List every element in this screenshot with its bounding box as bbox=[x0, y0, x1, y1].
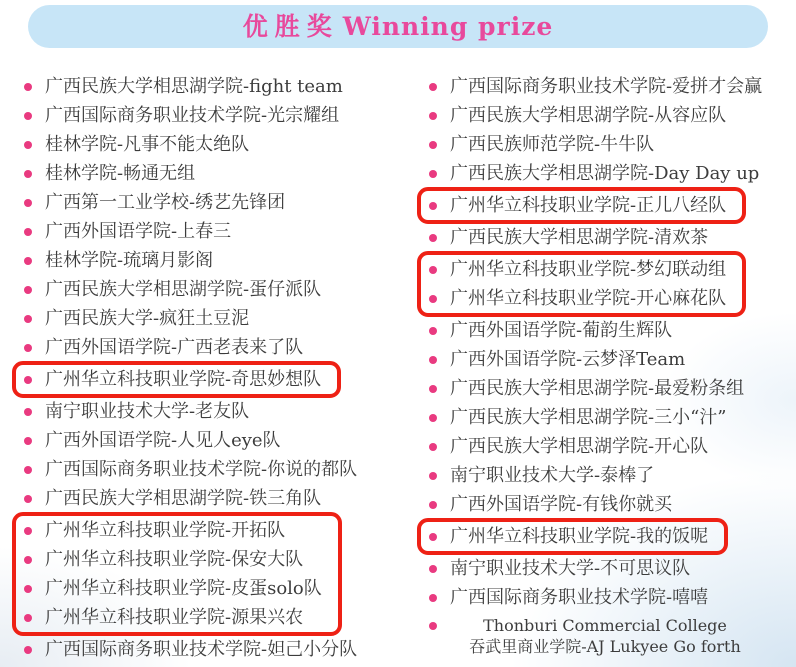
bullet-icon bbox=[429, 295, 437, 303]
list-item bbox=[425, 101, 796, 130]
list-item bbox=[425, 345, 796, 374]
bullet-icon bbox=[24, 527, 32, 535]
bullet-icon bbox=[24, 228, 32, 236]
bullet-icon bbox=[24, 257, 32, 265]
team-name: 广西国际商务职业技术学院-爱拼才会赢 bbox=[450, 75, 763, 97]
list-item bbox=[20, 516, 322, 545]
bullet-icon bbox=[429, 622, 437, 630]
list-item bbox=[20, 426, 415, 455]
bullet-icon bbox=[24, 286, 32, 294]
team-name-line2: 吞武里商业学院-AJ Lukyee Go forth bbox=[469, 637, 741, 656]
team-name: 广西外国语学院-有钱你就买 bbox=[450, 493, 673, 515]
highlight-box bbox=[12, 361, 341, 398]
bullet-icon bbox=[24, 556, 32, 564]
team-name: 广西民族大学相思湖学院-开心队 bbox=[450, 435, 709, 457]
team-name: 广西第一工业学校-绣艺先锋团 bbox=[45, 191, 286, 213]
bullet-icon bbox=[24, 199, 32, 207]
list-item bbox=[20, 545, 322, 574]
list-item bbox=[425, 403, 796, 432]
bullet-icon bbox=[429, 112, 437, 120]
list-item bbox=[425, 554, 796, 583]
team-name: 广西外国语学院-人见人eye队 bbox=[45, 429, 281, 451]
team-name: 广西国际商务职业技术学院-妲己小分队 bbox=[45, 638, 358, 660]
bullet-icon bbox=[429, 83, 437, 91]
team-name: 桂林学院-畅通无组 bbox=[45, 162, 196, 184]
team-name: 桂林学院-凡事不能太绝队 bbox=[45, 133, 250, 155]
list-item bbox=[20, 217, 415, 246]
team-name: 广西民族大学相思湖学院-铁三角队 bbox=[45, 487, 322, 509]
bullet-icon bbox=[24, 437, 32, 445]
team-name: 桂林学院-琉璃月影阁 bbox=[45, 249, 214, 271]
bullet-icon bbox=[24, 495, 32, 503]
bullet-icon bbox=[24, 466, 32, 474]
list-item bbox=[20, 304, 415, 333]
list-item bbox=[20, 130, 415, 159]
list-item bbox=[20, 365, 321, 394]
list-item bbox=[425, 461, 796, 490]
list-item bbox=[425, 522, 708, 551]
bullet-icon bbox=[429, 202, 437, 210]
list-item bbox=[20, 333, 415, 362]
team-name: 南宁职业技术大学-不可思议队 bbox=[450, 557, 691, 579]
team-name: 广西民族大学相思湖学院-三小“汁” bbox=[450, 406, 727, 428]
team-name: 广西民族大学相思湖学院-fight team bbox=[45, 75, 343, 97]
bullet-icon bbox=[24, 376, 32, 384]
team-name: 广西外国语学院-上春三 bbox=[45, 220, 232, 242]
team-name: 广州华立科技职业学院-正儿八经队 bbox=[450, 194, 727, 216]
team-name: 广州华立科技职业学院-我的饭呢 bbox=[450, 525, 709, 547]
list-item bbox=[425, 159, 796, 188]
team-name: 广州华立科技职业学院-梦幻联动组 bbox=[450, 258, 727, 280]
list-item bbox=[425, 490, 796, 519]
bullet-icon bbox=[429, 356, 437, 364]
list-item bbox=[425, 316, 796, 345]
winner-column-left bbox=[20, 72, 415, 664]
bullet-icon bbox=[429, 501, 437, 509]
bullet-icon bbox=[24, 141, 32, 149]
team-name: 南宁职业技术大学-泰棒了 bbox=[450, 464, 655, 486]
list-item bbox=[20, 397, 415, 426]
team-name: 广州华立科技职业学院-开拓队 bbox=[45, 519, 286, 541]
bullet-icon bbox=[429, 170, 437, 178]
list-item bbox=[425, 612, 796, 661]
list-item bbox=[425, 583, 796, 612]
highlight-box bbox=[12, 512, 342, 636]
team-name: 广西外国语学院-葡韵生辉队 bbox=[450, 319, 673, 341]
page-title-en: Winning prize bbox=[342, 12, 554, 41]
bullet-icon bbox=[429, 533, 437, 541]
team-name: 广州华立科技职业学院-源果兴农 bbox=[45, 606, 304, 628]
list-item bbox=[20, 455, 415, 484]
page-title-cn: 优胜奖 bbox=[242, 12, 339, 41]
team-name: 广西国际商务职业技术学院-你说的都队 bbox=[45, 458, 358, 480]
highlight-box bbox=[417, 251, 746, 317]
highlight-box bbox=[417, 518, 728, 555]
highlight-box bbox=[417, 187, 746, 224]
bullet-icon bbox=[24, 112, 32, 120]
team-name: 广西民族大学相思湖学院-最爱粉条组 bbox=[450, 377, 745, 399]
bullet-icon bbox=[24, 315, 32, 323]
bullet-icon bbox=[24, 83, 32, 91]
bullet-icon bbox=[24, 585, 32, 593]
team-name: 广州华立科技职业学院-保安大队 bbox=[45, 548, 304, 570]
list-item bbox=[425, 432, 796, 461]
team-name: 广西民族大学相思湖学院-蛋仔派队 bbox=[45, 278, 322, 300]
team-name: 广西民族师范学院-牛牛队 bbox=[450, 133, 655, 155]
list-item bbox=[20, 159, 415, 188]
list-item bbox=[425, 130, 796, 159]
bullet-icon bbox=[429, 443, 437, 451]
page-title bbox=[243, 14, 554, 39]
team-name: 广西外国语学院-云梦泽Team bbox=[450, 348, 686, 370]
bullet-icon bbox=[429, 141, 437, 149]
bullet-icon bbox=[429, 234, 437, 242]
list-item bbox=[20, 246, 415, 275]
list-item bbox=[425, 72, 796, 101]
team-name: 广西民族大学相思湖学院-Day Day up bbox=[450, 162, 760, 184]
team-name: 广西民族大学-疯狂土豆泥 bbox=[45, 307, 250, 329]
bullet-icon bbox=[24, 170, 32, 178]
bullet-icon bbox=[24, 614, 32, 622]
list-item bbox=[20, 72, 415, 101]
list-item bbox=[20, 484, 415, 513]
list-item bbox=[425, 255, 726, 284]
bullet-icon bbox=[429, 472, 437, 480]
list-item bbox=[425, 374, 796, 403]
bullet-icon bbox=[429, 266, 437, 274]
list-item bbox=[20, 574, 322, 603]
team-name: 广西国际商务职业技术学院-光宗耀组 bbox=[45, 104, 340, 126]
team-name: 广西民族大学相思湖学院-清欢茶 bbox=[450, 226, 709, 248]
bullet-icon bbox=[429, 327, 437, 335]
winner-lists bbox=[20, 72, 796, 664]
title-banner bbox=[28, 5, 768, 48]
list-item bbox=[20, 603, 322, 632]
winner-column-right bbox=[425, 72, 796, 664]
team-name: 广西国际商务职业技术学院-嘻嘻 bbox=[450, 586, 709, 608]
list-item bbox=[20, 101, 415, 130]
team-name: 广州华立科技职业学院-开心麻花队 bbox=[450, 287, 727, 309]
team-name-line1: Thonburi Commercial College bbox=[483, 616, 727, 635]
bullet-icon bbox=[429, 385, 437, 393]
list-item bbox=[425, 284, 726, 313]
list-item bbox=[425, 223, 796, 252]
bullet-icon bbox=[24, 408, 32, 416]
team-name: 南宁职业技术大学-老友队 bbox=[45, 400, 250, 422]
list-item bbox=[20, 275, 415, 304]
team-name: 广州华立科技职业学院-皮蛋solo队 bbox=[45, 577, 322, 599]
team-name: 广西外国语学院-广西老表来了队 bbox=[45, 336, 304, 358]
team-name: 广州华立科技职业学院-奇思妙想队 bbox=[45, 368, 322, 390]
team-name: 广西民族大学相思湖学院-从容应队 bbox=[450, 104, 727, 126]
bullet-icon bbox=[429, 565, 437, 573]
bullet-icon bbox=[429, 594, 437, 602]
bullet-icon bbox=[24, 646, 32, 654]
bullet-icon bbox=[429, 414, 437, 422]
bullet-icon bbox=[24, 344, 32, 352]
team-name bbox=[450, 615, 760, 657]
list-item bbox=[20, 188, 415, 217]
list-item bbox=[20, 635, 415, 664]
list-item bbox=[425, 191, 726, 220]
